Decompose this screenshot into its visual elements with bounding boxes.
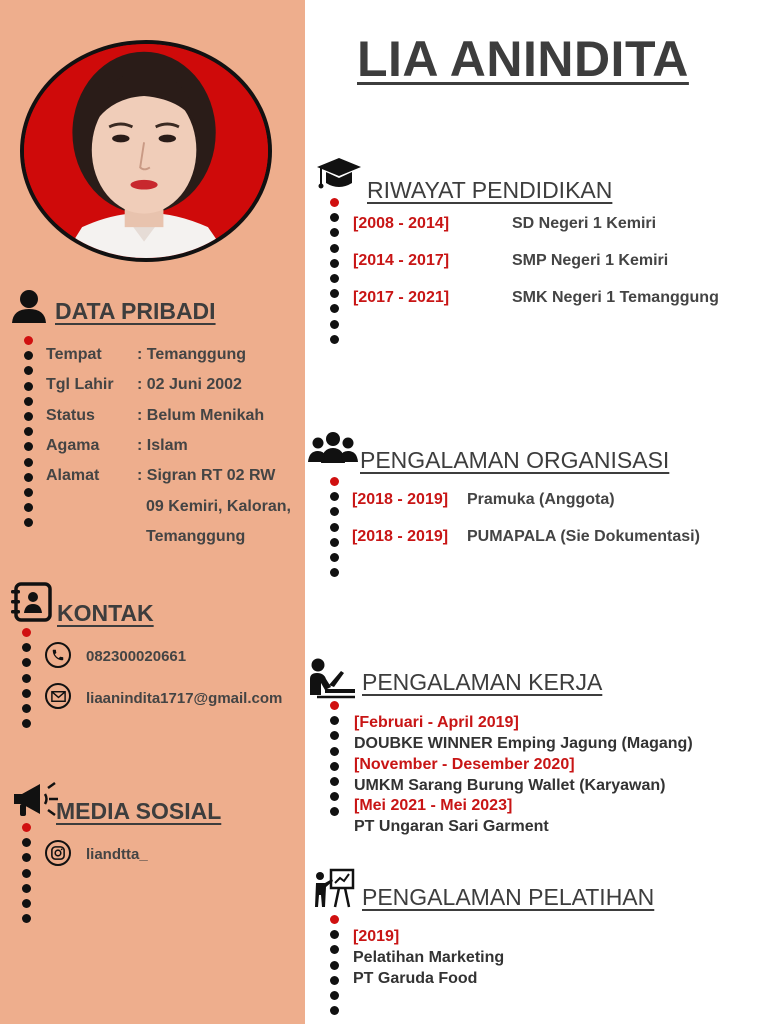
work-period-2: [November - Desember 2020] [354, 756, 575, 773]
org-name-2: PUMAPALA (Sie Dokumentasi) [467, 528, 700, 545]
timeline-dots-kerja [330, 701, 339, 823]
value-agama: : Islam [137, 437, 188, 454]
label-agama: Agama [46, 437, 100, 454]
section-title-organisasi: PENGALAMAN ORGANISASI [360, 447, 670, 473]
contact-book-icon [9, 582, 53, 627]
value-tgl-lahir: : 02 Juni 2002 [137, 376, 242, 393]
label-status: Status [46, 407, 95, 424]
value-status: : Belum Menikah [137, 407, 265, 424]
edu-period-1: [2008 - 2014] [353, 215, 450, 232]
value-alamat-line2: 09 Kemiri, Kaloran, [146, 498, 291, 515]
work-period-1: [Februari - April 2019] [354, 714, 519, 731]
edu-period-3: [2017 - 2021] [353, 289, 450, 306]
timeline-dots-media-sosial [22, 823, 31, 929]
label-tempat: Tempat [46, 346, 102, 363]
work-place-3: PT Ungaran Sari Garment [354, 818, 549, 835]
section-title-pelatihan: PENGALAMAN PELATIHAN [362, 884, 655, 910]
instagram-handle: liandtta_ [86, 846, 148, 863]
phone-number: 082300020661 [86, 648, 187, 665]
instagram-icon [45, 840, 71, 866]
section-title-kontak: KONTAK [57, 600, 154, 626]
org-period-2: [2018 - 2019] [352, 528, 449, 545]
profile-photo [20, 40, 272, 262]
group-people-icon [306, 430, 360, 471]
edu-period-2: [2014 - 2017] [353, 252, 450, 269]
value-alamat-line3: Temanggung [146, 528, 246, 545]
value-alamat: : Sigran RT 02 RW [137, 467, 276, 484]
section-title-media-sosial: MEDIA SOSIAL [56, 798, 222, 824]
timeline-dots-organisasi [330, 477, 339, 583]
label-alamat: Alamat [46, 467, 100, 484]
edu-school-1: SD Negeri 1 Kemiri [512, 215, 657, 232]
org-name-1: Pramuka (Anggota) [467, 491, 615, 508]
email-icon [45, 683, 71, 709]
presentation-board-icon [313, 867, 355, 914]
training-name: Pelatihan Marketing [353, 949, 505, 966]
section-title-data-pribadi: DATA PRIBADI [55, 298, 216, 324]
label-tgl-lahir: Tgl Lahir [46, 376, 114, 393]
graduation-cap-icon [315, 155, 363, 198]
section-title-pendidikan: RIWAYAT PENDIDIKAN [367, 177, 613, 203]
email-address: liaanindita1717@gmail.com [86, 690, 283, 707]
timeline-dots-kontak [22, 628, 31, 734]
main-panel [305, 0, 768, 1024]
work-period-3: [Mei 2021 - Mei 2023] [354, 797, 513, 814]
value-tempat: : Temanggung [137, 346, 247, 363]
section-title-kerja: PENGALAMAN KERJA [362, 669, 603, 695]
person-icon [11, 288, 47, 329]
timeline-dots-pendidikan [330, 198, 339, 350]
timeline-dots-pelatihan [330, 915, 339, 1021]
training-company: PT Garuda Food [353, 970, 478, 987]
work-place-1: DOUBKE WINNER Emping Jagung (Magang) [354, 735, 693, 752]
page-title: LIA ANINDITA [357, 31, 689, 87]
training-period: [2019] [353, 928, 400, 945]
edu-school-2: SMP Negeri 1 Kemiri [512, 252, 669, 269]
phone-icon [45, 642, 71, 668]
edu-school-3: SMK Negeri 1 Temanggung [512, 289, 719, 306]
work-place-2: UMKM Sarang Burung Wallet (Karyawan) [354, 777, 666, 794]
megaphone-icon [10, 780, 60, 825]
worker-desk-icon [307, 657, 359, 704]
org-period-1: [2018 - 2019] [352, 491, 449, 508]
timeline-dots-data-pribadi [24, 336, 33, 533]
